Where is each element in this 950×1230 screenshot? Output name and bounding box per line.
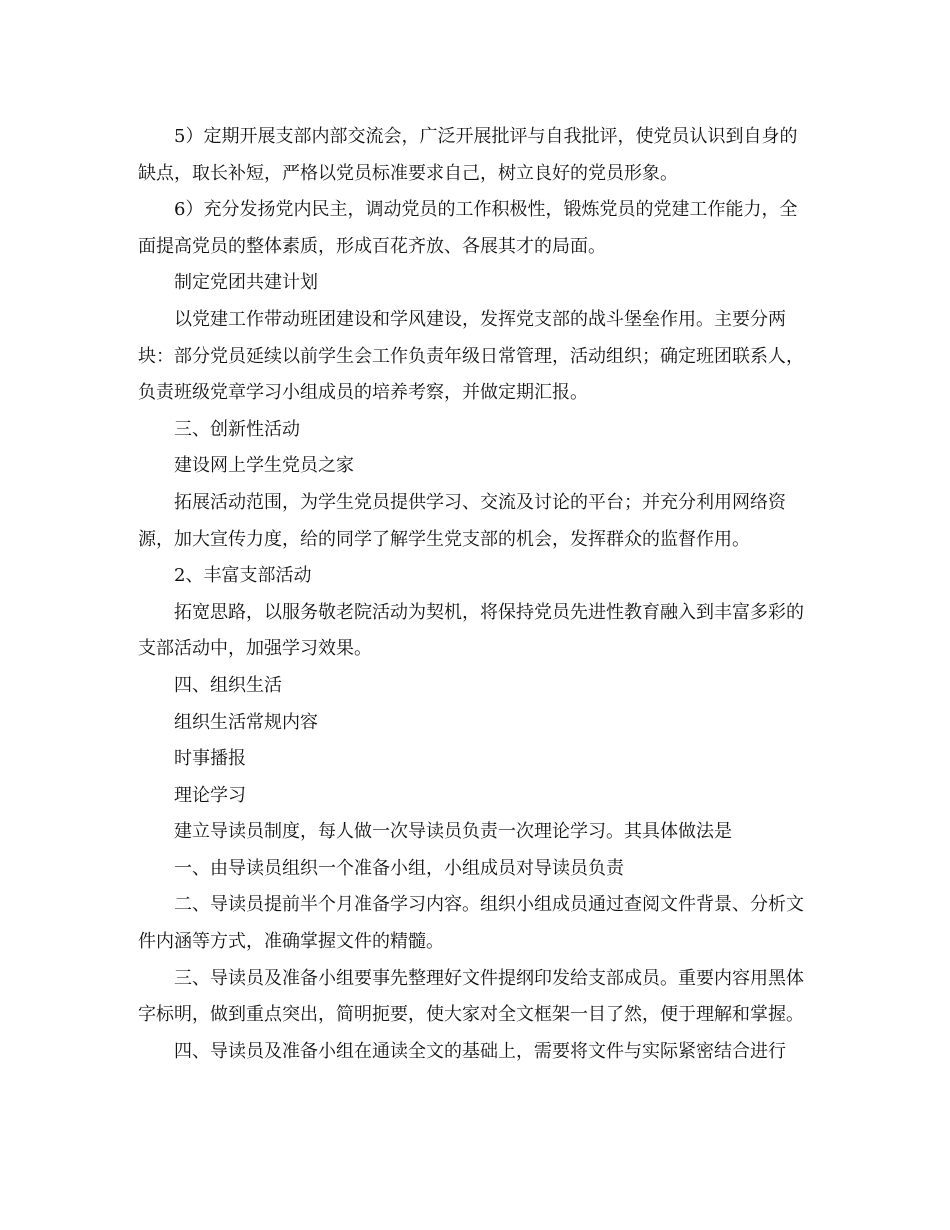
paragraph-step-2: 二、导读员提前半个月准备学习内容。组织小组成员通过查阅文件背景、分析文件内涵等方式，准确掌握文件的精髓。: [138, 894, 804, 953]
section-heading-innovative-activities: 三、创新性活动: [174, 418, 300, 440]
paragraph-step-3: 三、导读员及准备小组要事先整理好文件提纲印发给支部成员。重要内容用黑体字标明，做到重点突出，简明扼要，使大家对全文框架一目了然，便于理解和掌握。: [138, 967, 804, 1026]
paragraph-step-4: 四、导读员及准备小组在通读全文的基础上，需要将文件与实际紧密结合进行: [174, 1040, 786, 1062]
subheading-online-home: 建设网上学生党员之家: [174, 455, 354, 477]
paragraph-party-league-plan: 以党建工作带动班团建设和学风建设，发挥党支部的战斗堡垒作用。主要分两块：部分党员延续以前学生会工作负责年级日常管理，活动组织；确定班团联系人，负责班级党章学习小组成员的培养考察，并做定期汇报。: [138, 308, 804, 404]
section-heading-organization-life: 四、组织生活: [174, 674, 282, 696]
paragraph-guide-system: 建立导读员制度，每人做一次导读员负责一次理论学习。其具体做法是: [174, 821, 732, 843]
section-heading-party-league-plan: 制定党团共建计划: [174, 272, 318, 294]
paragraph-step-1: 一、由导读员组织一个准备小组，小组成员对导读员负责: [174, 857, 624, 879]
paragraph-item-6: 6）充分发扬党内民主，调动党员的工作积极性，锻炼党员的党建工作能力，全面提高党员的整体素质，形成百花齐放、各展其才的局面。: [138, 199, 798, 257]
subheading-current-affairs: 时事播报: [174, 748, 246, 770]
subheading-branch-activities: 2、丰富支部活动: [174, 565, 312, 587]
subheading-routine-content: 组织生活常规内容: [174, 711, 318, 733]
paragraph-branch-activities: 拓宽思路，以服务敬老院活动为契机，将保持党员先进性教育融入到丰富多彩的支部活动中，加强学习效果。: [138, 601, 804, 660]
paragraph-item-5: 5）定期开展支部内部交流会，广泛开展批评与自我批评，使党员认识到自身的缺点，取长补短，严格以党员标准要求自己，树立良好的党员形象。: [138, 126, 798, 184]
subheading-theory-study: 理论学习: [174, 784, 246, 806]
paragraph-online-home: 拓展活动范围，为学生党员提供学习、交流及讨论的平台；并充分利用网络资源，加大宣传力度，给的同学了解学生党支部的机会，发挥群众的监督作用。: [138, 491, 786, 550]
